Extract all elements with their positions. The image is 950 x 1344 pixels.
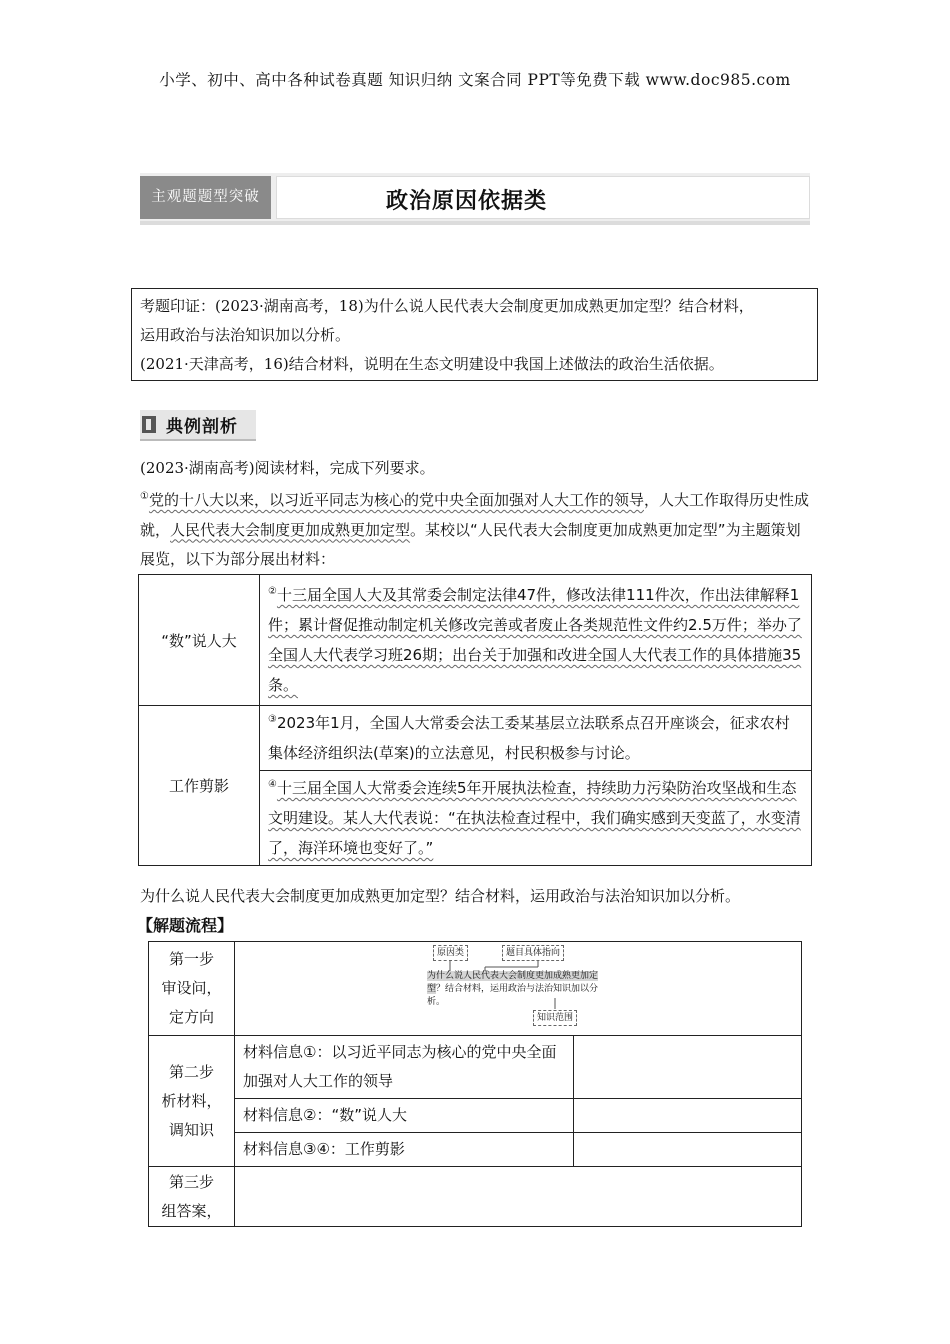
step-3-answer: [235, 1167, 802, 1227]
table-row: [149, 1099, 802, 1133]
table-row: [149, 1133, 802, 1167]
row-label: “数”说人大: [139, 575, 260, 706]
question-text: 为什么说人民代表大会制度更加成熟更加定型？结合材料，运用政治与法治知识加以分析。: [140, 887, 741, 905]
question-analysis-diagram: [235, 943, 801, 1035]
intro-paragraph: ①党的十八大以来，以习近平同志为核心的党中央全面加强对人大工作的领导，人大工作取得历史性成就，人民代表大会制度更加成熟更加定型。某校以“人民代表大会制度更加成熟更加定型”为主题策划展览，以下为部分展出材料：: [140, 491, 809, 568]
exam-line-3: (2021·天津高考，16)结合材料，说明在生态文明建设中我国上述做法的政治生活依据。: [140, 355, 724, 373]
info-2-answer: [574, 1099, 802, 1133]
info-1-answer: [574, 1036, 802, 1099]
banner-divider: [140, 221, 810, 225]
info-2: 材料信息②：“数”说人大: [235, 1099, 574, 1133]
process-title: 【解题流程】: [137, 916, 234, 935]
exam-line-1: 考题印证：(2023·湖南高考，18)为什么说人民代表大会制度更加成熟更加定型？结合材料，: [140, 297, 754, 315]
material-3: ③2023年1月，全国人大常委会法工委某基层立法联系点召开座谈会，征求农村集体经济组织法(草案)的立法意见，村民积极参与讨论。: [260, 706, 812, 771]
topic-banner: [140, 173, 810, 221]
table-row: [149, 1167, 802, 1227]
material-4: ④十三届全国人大常委会连续5年开展执法检查，持续助力污染防治攻坚战和生态文明建设。某人大代表说：“在执法检查过程中，我们确实感到天变蓝了，水变清了，海洋环境也变好了。”: [260, 771, 812, 866]
diagram-tag-scope: 知识范围: [533, 1010, 577, 1026]
material-2: ②十三届全国人大及其常委会制定法律47件，修改法律111件次，作出法律解释1件；累计督促推动制定机关修改完善或者废止各类规范性文件约2.5万件；举办了全国人大代表学习班26期；出台关于加强和改进全国人大代表工作的具体措施35条。: [260, 575, 812, 706]
info-1: 材料信息①：以习近平同志为核心的党中央全面加强对人大工作的领导: [235, 1036, 574, 1099]
banner-tag: 主观题题型突破: [140, 176, 271, 219]
step-2-label: 第二步 析材料， 调知识: [149, 1036, 235, 1167]
info-3: 材料信息③④：工作剪影: [235, 1133, 574, 1167]
intro-part-4: 。某校以“人民代表大会制度更加成熟更加定型”为主题策划展览，以下为部分展出材料：: [140, 520, 801, 568]
intro-part-2: ，人大工作取得历史性成就，: [140, 491, 809, 539]
info-3-answer: [574, 1133, 802, 1167]
section-title: 典例剖析: [166, 417, 238, 437]
exam-line-2: 运用政治与法治知识加以分析。: [140, 326, 351, 344]
row-label: 工作剪影: [139, 706, 260, 866]
solution-flow-table: [148, 941, 802, 1227]
diagram-tag-type: 原因类: [433, 945, 468, 961]
section-heading: [140, 410, 256, 441]
table-row: [139, 575, 812, 706]
step-1-label: 第一步 审设问， 定方向: [149, 942, 235, 1036]
intro-part-1: 党的十八大以来，以习近平同志为核心的党中央全面加强对人大工作的领导: [148, 491, 644, 509]
step-1-diagram-cell: [235, 942, 802, 1036]
table-row: [139, 706, 812, 771]
step-3-label: 第三步 组答案，: [149, 1167, 235, 1227]
diagram-tag-target: 题目具体指向: [502, 945, 564, 961]
exam-reference-box: [131, 288, 818, 381]
table-row: [149, 942, 802, 1036]
intro-part-3: 人民代表大会制度更加成熟更加定型: [170, 520, 411, 539]
diagram-question: 为什么说人民代表大会制度更加成熟更加定型？结合材料，运用政治与法治知识加以分析。: [427, 970, 599, 1007]
page-title: 政治原因依据类: [386, 189, 548, 214]
page-header: 小学、初中、高中各种试卷真题 知识归纳 文案合同 PPT等免费下载 www.doc985.com: [159, 71, 791, 89]
table-row: [149, 1036, 802, 1099]
source-line: (2023·湖南高考)阅读材料，完成下列要求。: [140, 459, 435, 477]
materials-table: [138, 574, 812, 866]
